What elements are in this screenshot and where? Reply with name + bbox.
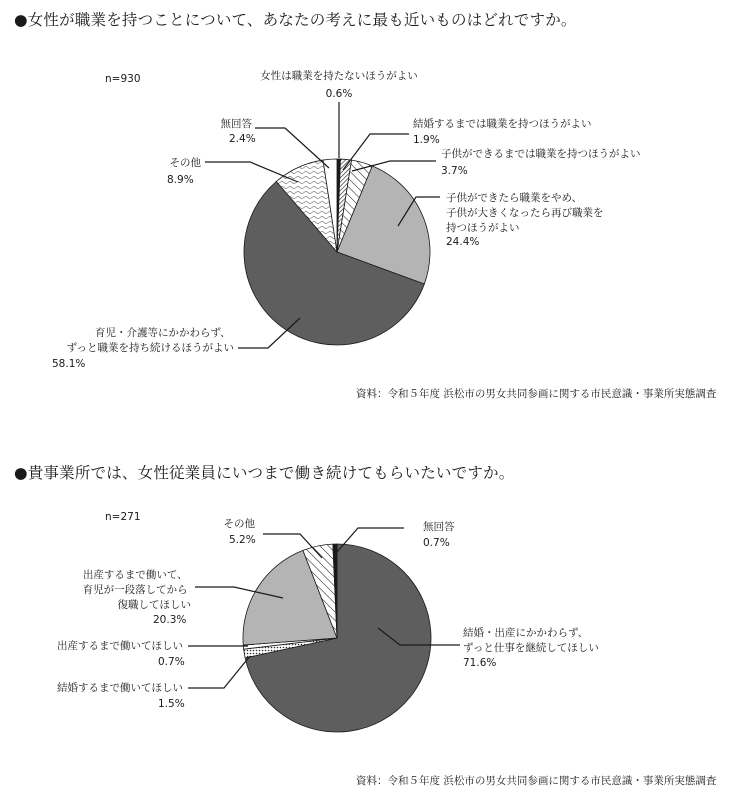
value-no-job: 0.6% [325,88,353,100]
label-c2-other: その他 [223,518,255,530]
value-continue: 58.1% [52,358,86,370]
value-c2-return: 20.3% [153,614,187,626]
chart1-source: 資料：令和５年度 浜松市の男女共同参画に関する市民意識・事業所実態調査 [356,388,717,400]
value-until-marriage: 1.9% [413,134,440,146]
label-until-marriage: 結婚するまでは職業を持つほうがよい [413,118,592,130]
value-no-answer: 2.4% [229,133,256,145]
chart1-slices [244,159,430,345]
chart2-sample-size: n=271 [105,511,141,523]
label-no-job: 女性は職業を持たないほうがよい [260,70,418,82]
value-c2-until-birth: 0.7% [158,656,185,668]
label-until-child: 子供ができるまでは職業を持つほうがよい [441,148,641,160]
label-return-later: 子供ができたら職業をやめ、 子供が大きくなったら再び職業を 持つほうがよい [446,192,604,234]
label-no-answer: 無回答 [220,118,252,130]
value-c2-until-marriage: 1.5% [158,698,185,710]
label-c2-until-birth: 出産するまで働いてほしい [57,640,183,652]
value-c2-continue: 71.6% [463,657,497,669]
label-c2-until-marriage: 結婚するまで働いてほしい [57,682,183,694]
value-other: 8.9% [167,174,194,186]
chart1-sample-size: n=930 [105,73,141,85]
value-c2-other: 5.2% [229,534,256,546]
label-c2-return: 出産するまで働いて、 育児が一段落してから 復職してほしい [82,569,191,611]
label-c2-no-answer: 無回答 [423,521,455,533]
chart2-pie [0,430,749,800]
chart2-title: ●貴事業所では、女性従業員にいつまで働き続けてもらいたいですか。 [14,464,515,482]
chart2-slices [243,544,431,732]
value-c2-no-answer: 0.7% [423,537,450,549]
chart1-title: ●女性が職業を持つことについて、あなたの考えに最も近いものはどれですか。 [14,11,577,29]
chart2-source: 資料：令和５年度 浜松市の男女共同参画に関する市民意識・事業所実態調査 [356,775,717,787]
label-continue: 育児・介護等にかかわらず、 ずっと職業を持ち続けるほうがよい [66,327,234,354]
leader-c2-until-marriage [188,656,250,688]
value-return-later: 24.4% [446,236,480,248]
label-other: その他 [169,157,201,169]
value-until-child: 3.7% [441,165,468,177]
label-c2-continue: 結婚・出産にかかわらず、 ずっと仕事を継続してほしい [463,627,599,654]
